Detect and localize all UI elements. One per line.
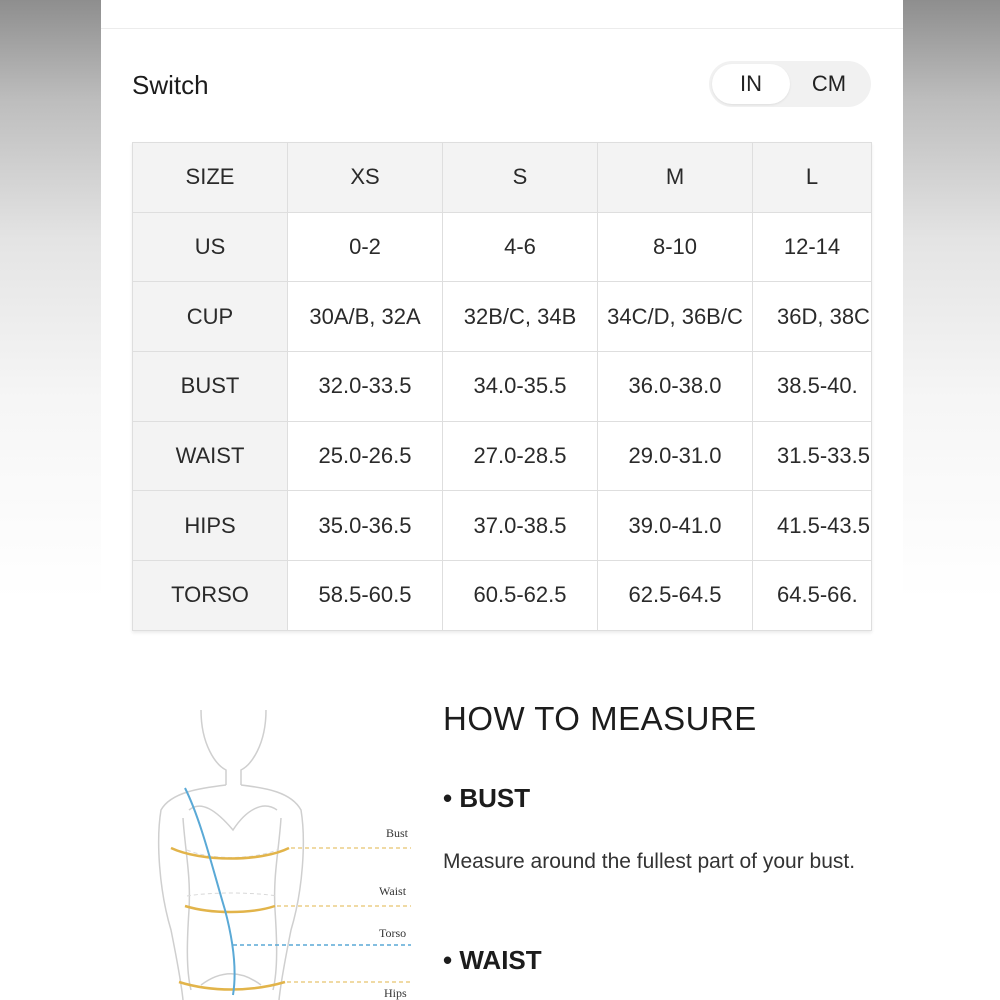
table-row-waist: [133, 421, 872, 491]
table-cell: 34C/D, 36B/C: [598, 282, 753, 352]
unit-in-button[interactable]: IN: [712, 64, 790, 104]
waist-section-heading: • WAIST: [443, 945, 542, 975]
row-label: CUP: [133, 282, 288, 352]
bust-section-text: Measure around the fullest part of your bust.: [443, 850, 856, 873]
bust-section-heading: • BUST: [443, 783, 531, 813]
hips-figure-label: Hips: [384, 986, 407, 1000]
table-cell: 0-2: [288, 212, 443, 282]
table-cell: 12-14: [753, 212, 872, 282]
measurement-figure: [141, 700, 421, 1000]
table-cell: 62.5-64.5: [598, 561, 753, 631]
switch-label: Switch: [132, 70, 209, 100]
table-cell: 27.0-28.5: [443, 421, 598, 491]
header-cell-l: L: [753, 143, 872, 213]
table-row-us: [133, 212, 872, 282]
torso-figure-label: Torso: [379, 926, 407, 940]
table-cell: 37.0-38.5: [443, 491, 598, 561]
table-cell: 32.0-33.5: [288, 352, 443, 422]
table-cell: 60.5-62.5: [443, 561, 598, 631]
table-cell: 4-6: [443, 212, 598, 282]
divider: [101, 28, 903, 29]
table-cell: 29.0-31.0: [598, 421, 753, 491]
row-label: HIPS: [133, 491, 288, 561]
table-cell: 38.5-40.: [753, 352, 872, 422]
table-row-hips: [133, 491, 872, 561]
body-illustration: [141, 700, 421, 1000]
table-cell: 25.0-26.5: [288, 421, 443, 491]
header-cell-m: M: [598, 143, 753, 213]
table-cell: 34.0-35.5: [443, 352, 598, 422]
table-cell: 41.5-43.5: [753, 491, 872, 561]
row-label: US: [133, 212, 288, 282]
row-label: WAIST: [133, 421, 288, 491]
size-guide-panel: [101, 0, 903, 1000]
table-row-bust: [133, 352, 872, 422]
table-row-cup: [133, 282, 872, 352]
bust-figure-label: Bust: [386, 826, 409, 840]
table-cell: 36.0-38.0: [598, 352, 753, 422]
table-row-torso: [133, 561, 872, 631]
table-header-row: [133, 143, 872, 213]
unit-toggle[interactable]: [709, 61, 871, 107]
header-cell-s: S: [443, 143, 598, 213]
table-cell: 32B/C, 34B: [443, 282, 598, 352]
table-cell: 30A/B, 32A: [288, 282, 443, 352]
table-cell: 35.0-36.5: [288, 491, 443, 561]
size-chart-table: [132, 142, 872, 631]
waist-figure-label: Waist: [379, 884, 407, 898]
header-cell-xs: XS: [288, 143, 443, 213]
unit-cm-button[interactable]: CM: [811, 71, 847, 96]
table-cell: 31.5-33.5: [753, 421, 872, 491]
table-cell: 58.5-60.5: [288, 561, 443, 631]
row-label: BUST: [133, 352, 288, 422]
table-cell: 8-10: [598, 212, 753, 282]
table-cell: 36D, 38C: [753, 282, 872, 352]
header-cell-size: SIZE: [133, 143, 288, 213]
row-label: TORSO: [133, 561, 288, 631]
how-to-measure-title: HOW TO MEASURE: [443, 700, 757, 737]
table-cell: 64.5-66.: [753, 561, 872, 631]
table-cell: 39.0-41.0: [598, 491, 753, 561]
